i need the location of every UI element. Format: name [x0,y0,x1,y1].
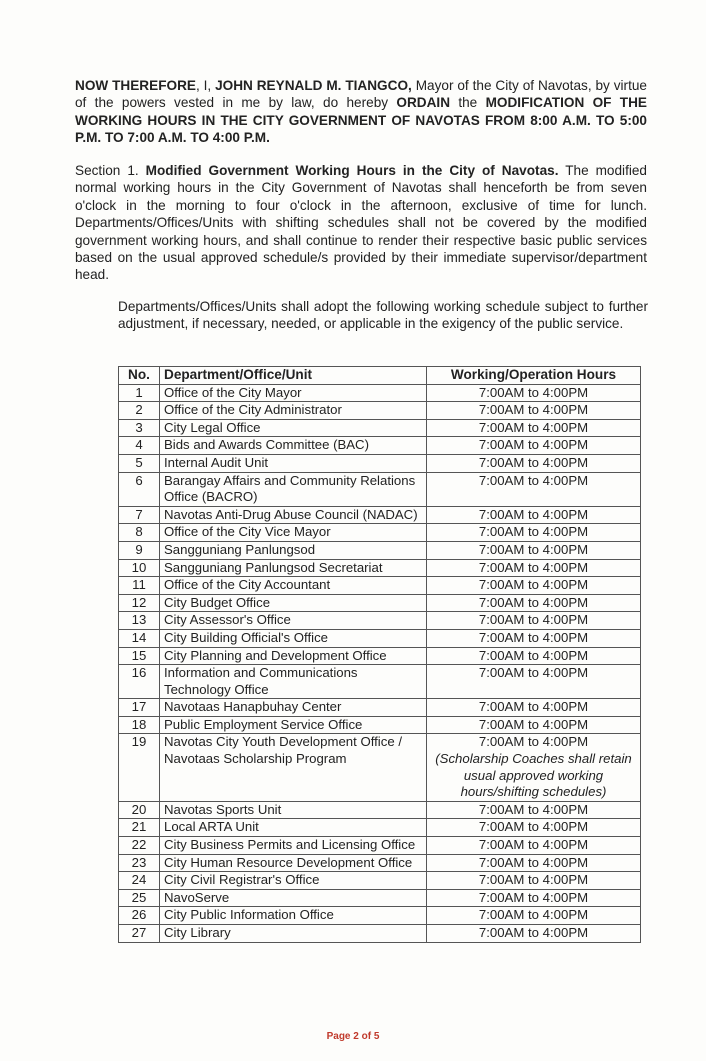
row-number: 23 [119,854,160,872]
row-hours-cell [427,384,641,402]
row-hours-cell [427,454,641,472]
row-hours: 7:00AM to 4:00PM [478,454,589,470]
departments-intro: Departments/Offices/Units shall adopt the following working schedule subject to further adjustment, if necessary, needed, or applicable in the exigency of the public service. [118,299,648,332]
section-1-body: The modified normal working hours in the City Government of Navotas shall henceforth be from seven o'clock in the morning to four o'clock in the afternoon, exclusive of time for lunch. Departments/Offices/Units with shifting schedules shall not be covered by the modified government working hours, and shall continue to render their respective basic public services based on the usual approved schedule/s provided by their immediate supervisor/department head. [75,163,647,283]
row-hours-cell [427,524,641,542]
row-number: 11 [119,577,160,595]
row-hours: 7:00AM to 4:00PM [478,629,589,645]
table-row [119,629,641,647]
row-hours: 7:00AM to 4:00PM [478,907,589,923]
row-department: City Human Resource Development Office [160,854,427,872]
row-department: City Business Permits and Licensing Office [160,837,427,855]
row-department: City Budget Office [160,594,427,612]
row-hours-cell [427,506,641,524]
row-hours: 7:00AM to 4:00PM [478,472,589,488]
ordain-lead: NOW THEREFORE [75,78,196,93]
row-hours: 7:00AM to 4:00PM [478,665,589,681]
row-number: 13 [119,612,160,630]
row-hours: 7:00AM to 4:00PM [478,734,589,750]
header-department: Department/Office/Unit [160,367,427,385]
row-number: 27 [119,925,160,943]
row-department: City Assessor's Office [160,612,427,630]
row-hours-cell [427,437,641,455]
row-hours-cell [427,837,641,855]
row-hours-cell [427,559,641,577]
row-number: 25 [119,889,160,907]
row-number: 17 [119,699,160,717]
page-number: Page 2 of 5 [326,1031,380,1042]
row-department: Navotas Sports Unit [160,801,427,819]
table-row [119,594,641,612]
row-hours: 7:00AM to 4:00PM [478,699,589,715]
ordain-comma: , I, [195,78,216,93]
row-hours: 7:00AM to 4:00PM [478,384,589,400]
row-hours: 7:00AM to 4:00PM [478,837,589,853]
row-department: Navotaas Hanapbuhay Center [160,699,427,717]
row-hours-cell [427,854,641,872]
table-row [119,402,641,420]
row-hours-cell [427,629,641,647]
row-department: City Public Information Office [160,907,427,925]
row-hours-cell [427,612,641,630]
table-row [119,907,641,925]
row-hours: 7:00AM to 4:00PM [478,437,589,453]
row-department: City Planning and Development Office [160,647,427,665]
table-row [119,559,641,577]
row-hours: 7:00AM to 4:00PM [478,819,589,835]
row-department: Local ARTA Unit [160,819,427,837]
header-no: No. [119,367,160,385]
row-number: 12 [119,594,160,612]
row-hours-cell [427,577,641,595]
row-department: Navotas Anti-Drug Abuse Council (NADAC) [160,506,427,524]
row-number: 18 [119,716,160,734]
table-row [119,524,641,542]
ordain-text-1: Mayor of the City of Navotas, by virtue of the powers vested in me by law, do hereby [75,78,647,111]
row-department: Office of the City Mayor [160,384,427,402]
row-hours-cell [427,419,641,437]
row-hours: 7:00AM to 4:00PM [478,889,589,905]
row-department: Barangay Affairs and Community Relations Office (BACRO) [160,472,427,506]
row-department: City Library [160,925,427,943]
ordain-text-2: the [450,95,486,111]
table-row [119,854,641,872]
row-department: Public Employment Service Office [160,716,427,734]
row-hours: 7:00AM to 4:00PM [478,716,589,732]
row-hours-cell [427,801,641,819]
row-hours-cell [427,907,641,925]
table-row [119,384,641,402]
row-department: Office of the City Accountant [160,577,427,595]
row-department: City Legal Office [160,419,427,437]
row-hours: 7:00AM to 4:00PM [478,925,589,940]
table-row [119,734,641,801]
row-hours-cell [427,541,641,559]
row-number: 10 [119,559,160,577]
row-number: 22 [119,837,160,855]
row-hours-cell [427,734,641,801]
row-hours: 7:00AM to 4:00PM [478,872,589,888]
table-row [119,612,641,630]
row-hours: 7:00AM to 4:00PM [478,524,589,540]
table-row [119,437,641,455]
row-number: 20 [119,801,160,819]
row-number: 15 [119,647,160,665]
row-department: Bids and Awards Committee (BAC) [160,437,427,455]
table-row [119,925,641,943]
row-department: Office of the City Vice Mayor [160,524,427,542]
row-hours: 7:00AM to 4:00PM [478,402,589,418]
row-hours: 7:00AM to 4:00PM [478,559,589,575]
row-hours: 7:00AM to 4:00PM [478,612,589,628]
row-hours-cell [427,889,641,907]
ordain-word: ORDAIN [396,95,451,111]
row-hours-note: (Scholarship Coaches shall retain usual approved working hours/shifting schedules) [435,751,632,800]
table-row [119,837,641,855]
row-number: 7 [119,506,160,524]
row-hours-cell [427,699,641,717]
row-department: Navotas City Youth Development Office / Navotaas Scholarship Program [160,734,427,801]
row-hours: 7:00AM to 4:00PM [478,801,589,817]
row-department: Information and Communications Technology Office [160,665,427,699]
row-number: 8 [119,524,160,542]
row-hours: 7:00AM to 4:00PM [478,594,589,610]
table-row [119,647,641,665]
row-department: Sangguniang Panlungsod [160,541,427,559]
row-hours: 7:00AM to 4:00PM [478,854,589,870]
row-hours: 7:00AM to 4:00PM [478,577,589,593]
section-1-label: Section 1. [75,163,146,178]
row-hours: 7:00AM to 4:00PM [478,541,589,557]
row-hours-cell [427,872,641,890]
table-header-row [119,367,641,385]
row-hours-cell [427,402,641,420]
row-number: 14 [119,629,160,647]
table-row [119,819,641,837]
row-hours-cell [427,472,641,506]
row-department: Office of the City Administrator [160,402,427,420]
table-row [119,665,641,699]
row-department: Internal Audit Unit [160,454,427,472]
row-hours-cell [427,819,641,837]
row-department: City Building Official's Office [160,629,427,647]
table-row [119,577,641,595]
table-row [119,454,641,472]
row-number: 5 [119,454,160,472]
row-hours-cell [427,594,641,612]
row-hours-cell [427,647,641,665]
table-row [119,541,641,559]
section-1-title: Modified Government Working Hours in the City of Navotas. [145,163,559,178]
row-number: 1 [119,384,160,402]
row-department: City Civil Registrar's Office [160,872,427,890]
table-row [119,889,641,907]
row-number: 24 [119,872,160,890]
table-row [119,419,641,437]
row-hours: 7:00AM to 4:00PM [478,506,589,522]
row-number: 9 [119,541,160,559]
table-row [119,699,641,717]
row-number: 4 [119,437,160,455]
row-hours-cell [427,665,641,699]
row-department: Sangguniang Panlungsod Secretariat [160,559,427,577]
schedule-table-body [119,384,641,942]
row-hours-cell [427,716,641,734]
mayor-name: JOHN REYNALD M. TIANGCO, [215,78,412,93]
row-number: 19 [119,734,160,801]
header-hours: Working/Operation Hours [427,367,641,385]
row-department: NavoServe [160,889,427,907]
table-row [119,716,641,734]
section-1-paragraph [75,162,647,284]
table-row [119,801,641,819]
row-hours-cell [427,925,641,943]
row-number: 2 [119,402,160,420]
table-row [119,472,641,506]
row-hours: 7:00AM to 4:00PM [478,419,589,435]
table-row [119,872,641,890]
row-number: 21 [119,819,160,837]
schedule-table [118,366,641,943]
row-number: 3 [119,419,160,437]
row-number: 26 [119,907,160,925]
row-hours: 7:00AM to 4:00PM [478,647,589,663]
ordain-paragraph [75,77,647,147]
table-row [119,506,641,524]
row-number: 16 [119,665,160,699]
ordain-modification: MODIFICATION OF THE WORKING HOURS IN THE CITY GOVERNMENT OF NAVOTAS FROM 8:00 A.M. TO 5:00 P.M. TO 7:00 A.M. TO 4:00 P.M. [75,95,647,146]
row-number: 6 [119,472,160,506]
